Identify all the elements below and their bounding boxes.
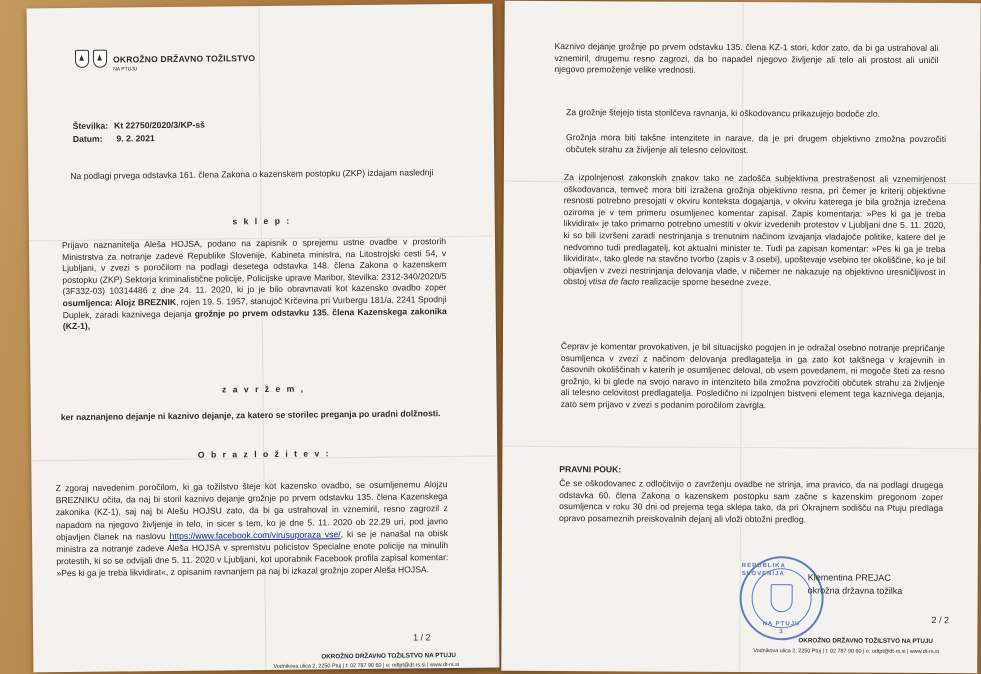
heading-zavrzem: z a v r ž e m ,	[221, 383, 306, 395]
heading-sklep: s k l e p :	[232, 215, 292, 227]
zavrzem-paragraph: ker naznanjeno dejanje ni kaznivo dejanje, za katero se storilec preganja po uradni dolžnosti.	[60, 408, 441, 423]
letterhead	[75, 48, 255, 74]
intro-paragraph: Na podlagi prvega odstavka 161. člena Zakona o kazenskem postopku (ZKP) izdajam naslednji	[70, 167, 434, 182]
footer-org: OKROŽNO DRŽAVNO TOŽILSTVO NA PTUJU	[321, 651, 456, 661]
prosecution-emblem-icon	[93, 50, 107, 68]
paragraph-conclusion: Čeprav je komentar provokativen, je bil situacijsko pogojen in je odražal osebno notranje prepričanje osumljenca v zvezi z načinom delovanja predlagatelja in ga zato kot takšnega v krajevnih in časovnih okoliščinah v katerih je osumljenec deloval, ob vsem povedanem, ni mogoče šteti za resno grožnjo, ki bi glede na svojo naravo in intenziteto bila zmožna povzročiti občutek strahu za življenje ali telesno celovitost predlagatelja. Posledično ni izpolnjen bistveni element tega kaznivega dejanja, zato sem prijavo v zvezi s podanim poročilom zavrgla.	[560, 341, 945, 411]
document-date: Datum: 9. 2. 2021	[72, 133, 155, 144]
page-number: 1 / 2	[413, 632, 431, 643]
org-name: OKROŽNO DRŽAVNO TOŽILSTVO	[113, 53, 256, 65]
signer-name: Klementina PREJAC	[807, 572, 891, 583]
document-page-1	[27, 4, 500, 673]
org-sub: NA PTUJU	[113, 66, 138, 74]
facebook-link[interactable]: https://www.facebook.com/virusuporaza vse/	[169, 529, 341, 541]
reference-number: Številka: Kt 22750/2020/3/KP-sš	[72, 119, 205, 131]
footer-org: OKROŽNO DRŽAVNO TOŽILSTVO NA PTUJU	[798, 637, 934, 646]
signer-title: okrožna državna tožilka	[807, 585, 903, 596]
heading-obrazlozitev: O b r a z l o ž i t e v :	[197, 448, 331, 460]
legal-notice-heading: PRAVNI POUK:	[559, 464, 622, 475]
footer-address: Vodnikova ulica 2, 2250 Ptuj | t: 02 787 90 60 | e: odtpt@dt-rs.si | www.dt-rs.si	[753, 648, 939, 656]
paragraph-intensity: Grožnja mora biti takšne intenzitete in narave, da je pri drugem objektivno zmožna povzročiti občutek strahu za življenje ali telesno celovitost.	[565, 132, 947, 155]
legal-notice-text: Če se oškodovanec z odločitvijo o zavrženju ovadbe ne strinja, ima pravico, da na podlagi drugega odstavka 60. člena Zakona o kazenskem postopku sam začne s kazenskim pregonom zoper osumljenca v roku 30 dni od prejema tega sklepa tako, da pri Okrajnem sodišču na Ptuju predlaga opravo posameznih preiskovalnih dejanj ali vloži obtožni predlog.	[559, 478, 944, 525]
stamp-shield-icon	[771, 584, 793, 612]
official-stamp: REPUBLIKA SLOVENIJA NA PTUJU 3	[739, 556, 823, 640]
paragraph-threats: Za grožnje štejejo tista storilčeva ravnanja, ki oškodovancu prikazujejo bodoče zlo.	[566, 107, 881, 119]
paragraph-context: Za izpolnjenost zakonskih znakov tako ne zadošča subjektivna prestrašenost ali vznemirjenost oškodovanca, temveč mora biti izražena grožnja objektivno resna, pri čemer je kriterij objektivne resnosti potrebno presojati v okviru konteksta dogajanja, v okviru katerega je bila grožnja izrečena oziroma je v tem primeru osumljenec komentar zapisal. Zapis komentarja: »Pes ki ga je treba likvidirat« je tako primarno potrebno umestiti v okvir izvedenih protestov v Ljubljani dne 5. 11. 2020, ki so bili izvršeni zaradi nestrinjanja s trenutnim načinom izvajanja vladajoče politike, katere del je nedvomno tudi predlagatelj, kot aktualni minister te. Tudi pa zapisan komentar: »Pes ki ga je treba likvidirat«, tako glede na stavčno tvorbo (zapis v 3 osebi), upoštevaje vsebino ter okoliščine, ko je bil objavljen v zvezi nestrinjanja delovanja vlade, v ničemer ne nakazuje na objektivno uresničljivost in obstoj vtisa de facto realizacije sporne besedne zveze.	[563, 172, 946, 288]
document-page-2	[501, 1, 981, 673]
footer-address: Vodnikova ulica 2, 2250 Ptuj | t: 02 787 90 60 | e: odtpt@dt-rs.si | www.dt-rs.si	[273, 661, 460, 670]
coat-of-arms-icon	[75, 50, 89, 68]
obrazlozitev-paragraph: Z zgoraj navedenim poročilom, ki ga tožilstvo šteje kot kazensko ovadbo, se osumljenemu Alojzu BREZNIKU očita, da naj bi storil kaznivo dejanje grožnje po prvem odstavku 135. člena Kazenskega zakonika (KZ-1), saj naj bi Alešu HOJSU zato, da bi ga ustrahoval in vznemiril, resno zagrozil z napadom na njegovo življenje in telo, in sicer s tem, ko je dne 5. 11. 2020 ob 22.29 uri, pod javno objavljen članek na naslovu https://www.facebook.com/virusuporaza vse/, ki se je nanašal na obisk ministra za notranje zadeve Aleša HOJSA v spremstvu policistov Specialne enote policije na minulih protestih, ki so se odvijali dne 5. 11. 2020 v Ljubljani, kot uporabnik Facebook profila zapisal komentar: »Pes ki ga je treba likvidirat«, z opisanim ravnanjem pa naj bi izkazal grožnjo zoper Aleša HOJSA.	[55, 479, 449, 579]
sklep-paragraph: Prijavo naznanitelja Aleša HOJSA, podano na zapisnik o sprejemu ustne ovadbe v prostorih Ministrstva za notranje zadeve Republike Slovenije, Kabineta ministra, na Litostrojski cesti 54, v Ljubljani, v zvezi s poročilom na podlagi desetega odstavka 148. člena Zakona o kazenskem postopku (ZKP) Sektorja kriminalistične policije, Policijske uprave Maribor, številka: 2312-340/2020/5 (3F332-03) 10314486 z dne 24. 11. 2020, ki jo je bilo obravnavati kot kazensko ovadbo zoper osumljenca: Alojz BREZNIK, rojen 19. 5. 1957, stanujoč Krčevina pri Vurbergu 181/a, 2241 Spodnji Duplek, zaradi kaznivega dejanja grožnje po prvem odstavku 135. člena Kazenskega zakonika (KZ-1),	[61, 236, 447, 332]
page-number: 2 / 2	[931, 615, 950, 626]
paragraph-definition: Kaznivo dejanje grožnje po prvem odstavku 135. člena KZ-1 stori, kdor zato, da bi ga ustrahoval ali vznemiril, drugemu resno zagrozi, da bo napadel njegovo življenje ali telo ali prostost ali uničil njegovo premoženje velike vrednosti.	[554, 41, 939, 75]
